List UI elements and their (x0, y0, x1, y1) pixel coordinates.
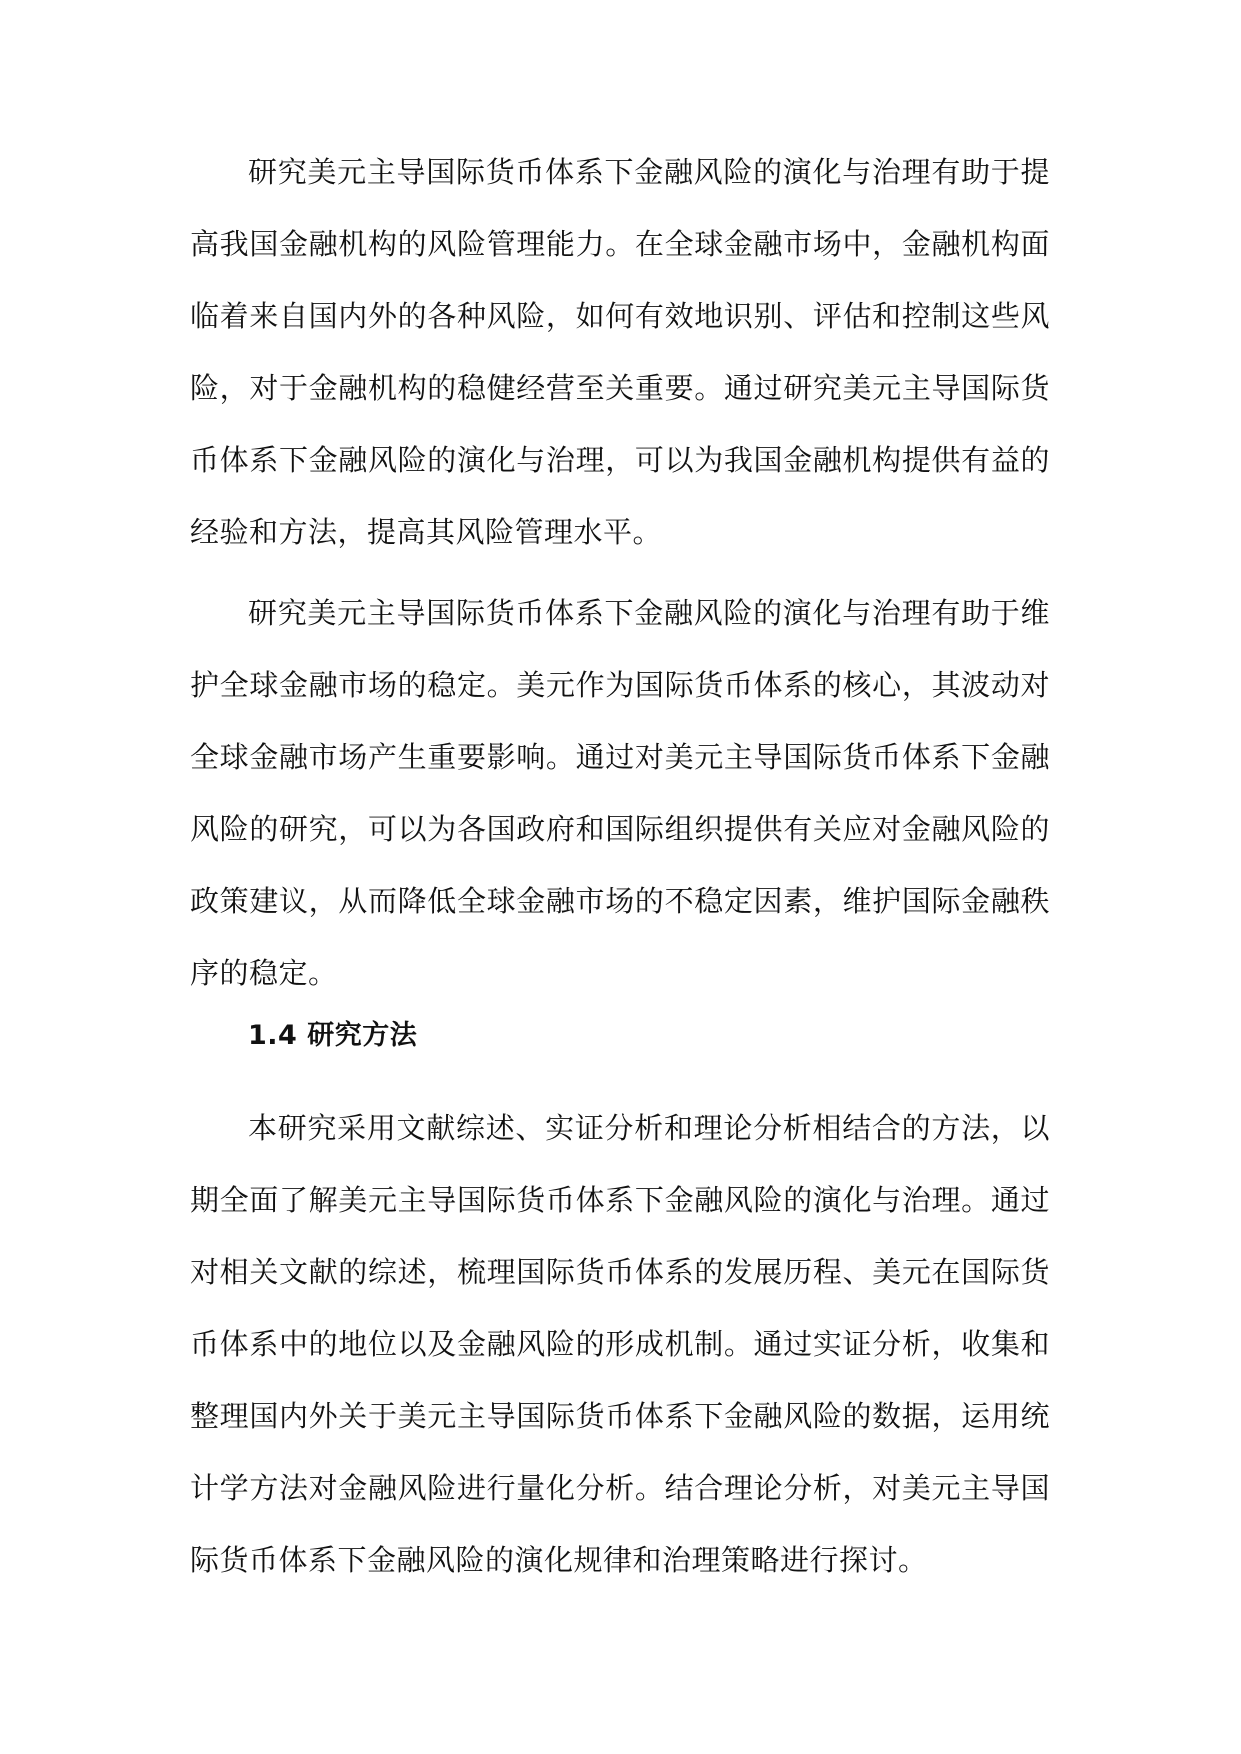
paragraph-risk-management: 研究美元主导国际货币体系下金融风险的演化与治理有助于提高我国金融机构的风险管理能力。在全球金融市场中，金融机构面临着来自国内外的各种风险，如何有效地识别、评估和控制这些风险，对于金融机构的稳健经营至关重要。通过研究美元主导国际货币体系下金融风险的演化与治理，可以为我国金融机构提供有益的经验和方法，提高其风险管理水平。 (190, 155, 1050, 549)
paragraph-market-stability: 研究美元主导国际货币体系下金融风险的演化与治理有助于维护全球金融市场的稳定。美元作为国际货币体系的核心，其波动对全球金融市场产生重要影响。通过对美元主导国际货币体系下金融风险的研究，可以为各国政府和国际组织提供有关应对金融风险的政策建议，从而降低全球金融市场的不稳定因素，维护国际金融秩序的稳定。 (190, 596, 1050, 990)
paragraph-research-method: 本研究采用文献综述、实证分析和理论分析相结合的方法，以期全面了解美元主导国际货币体系下金融风险的演化与治理。通过对相关文献的综述，梳理国际货币体系的发展历程、美元在国际货币体系中的地位以及金融风险的形成机制。通过实证分析，收集和整理国内外关于美元主导国际货币体系下金融风险的数据，运用统计学方法对金融风险进行量化分析。结合理论分析，对美元主导国际货币体系下金融风险的演化规律和治理策略进行探讨。 (190, 1111, 1050, 1577)
section-heading: 1.4 研究方法 (248, 1020, 418, 1051)
